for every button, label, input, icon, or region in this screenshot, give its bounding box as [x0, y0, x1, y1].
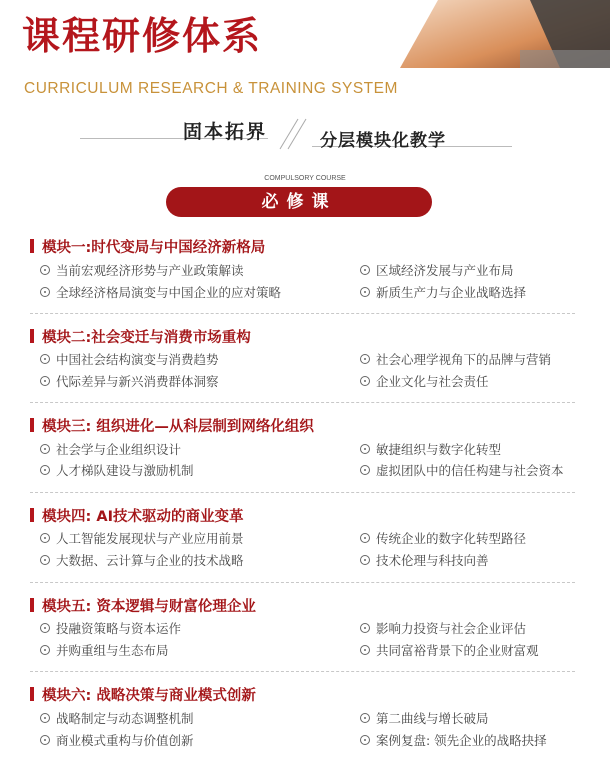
bullet-icon	[360, 287, 370, 297]
module-divider	[30, 582, 575, 583]
module-title: 模块五: 资本逻辑与财富伦理企业	[42, 599, 256, 615]
module-item: 全球经济格局演变与中国企业的应对策略	[40, 284, 281, 302]
bullet-icon	[40, 645, 50, 655]
module-item: 当前宏观经济形势与产业政策解读	[40, 262, 244, 280]
module-divider	[30, 313, 575, 314]
module-item: 大数据、云计算与企业的技术战略	[40, 552, 244, 570]
module-1	[30, 236, 575, 256]
module-item: 技术伦理与科技向善	[360, 552, 489, 570]
bullet-icon	[360, 713, 370, 723]
bullet-icon	[360, 376, 370, 386]
double-slash-icon	[276, 115, 312, 151]
page-subtitle-en: CURRICULUM RESEARCH & TRAINING SYSTEM	[24, 80, 398, 97]
bullet-icon	[40, 376, 50, 386]
compulsory-badge: 必修课	[166, 187, 432, 217]
module-item: 代际差异与新兴消费群体洞察	[40, 373, 219, 391]
module-title: 模块二:社会变迁与消费市场重构	[42, 330, 251, 346]
module-item: 社会学与企业组织设计	[40, 441, 181, 459]
bullet-icon	[360, 735, 370, 745]
bullet-icon	[360, 265, 370, 275]
page-title: 课程研修体系	[22, 14, 263, 58]
bullet-icon	[40, 555, 50, 565]
module-4	[30, 505, 575, 525]
module-title: 模块四: AI技术驱动的商业变革	[42, 509, 244, 525]
bullet-icon	[40, 444, 50, 454]
module-divider	[30, 671, 575, 672]
module-marker	[30, 239, 34, 253]
module-item: 并购重组与生态布局	[40, 642, 169, 660]
bullet-icon	[40, 265, 50, 275]
module-item: 战略制定与动态调整机制	[40, 710, 194, 728]
module-title: 模块一:时代变局与中国经济新格局	[42, 240, 266, 256]
module-marker	[30, 687, 34, 701]
module-item: 中国社会结构演变与消费趋势	[40, 351, 219, 369]
bullet-icon	[40, 465, 50, 475]
bullet-icon	[360, 354, 370, 364]
module-title: 模块六: 战略决策与商业模式创新	[42, 688, 256, 704]
bullet-icon	[40, 287, 50, 297]
bullet-icon	[40, 533, 50, 543]
module-item: 企业文化与社会责任	[360, 373, 489, 391]
module-item: 虚拟团队中的信任构建与社会资本	[360, 462, 564, 480]
bullet-icon	[360, 444, 370, 454]
module-marker	[30, 418, 34, 432]
bullet-icon	[360, 533, 370, 543]
module-item: 社会心理学视角下的品牌与营销	[360, 351, 551, 369]
bullet-icon	[360, 555, 370, 565]
module-item: 传统企业的数字化转型路径	[360, 530, 526, 548]
module-2	[30, 326, 575, 346]
module-item: 区域经济发展与产业布局	[360, 262, 514, 280]
module-marker	[30, 329, 34, 343]
module-item: 新质生产力与企业战略选择	[360, 284, 526, 302]
module-item: 共同富裕背景下的企业财富观	[360, 642, 539, 660]
bullet-icon	[40, 735, 50, 745]
compulsory-label-en: COMPULSORY COURSE	[264, 175, 346, 182]
module-item: 投融资策略与资本运作	[40, 620, 181, 638]
module-item: 人才梯队建设与激励机制	[40, 462, 194, 480]
module-divider	[30, 492, 575, 493]
module-6	[30, 684, 575, 704]
module-marker	[30, 508, 34, 522]
bullet-icon	[360, 645, 370, 655]
module-item: 敏捷组织与数字化转型	[360, 441, 501, 459]
bullet-icon	[360, 623, 370, 633]
module-5	[30, 595, 575, 615]
module-item: 人工智能发展现状与产业应用前景	[40, 530, 244, 548]
module-item: 第二曲线与增长破局	[360, 710, 489, 728]
slogan-left: 固本拓界	[183, 121, 268, 143]
module-item: 案例复盘: 领先企业的战略抉择	[360, 732, 547, 750]
header-photo-corner	[400, 0, 610, 68]
module-item: 影响力投资与社会企业评估	[360, 620, 526, 638]
module-marker	[30, 598, 34, 612]
bullet-icon	[40, 713, 50, 723]
module-3	[30, 415, 575, 435]
bullet-icon	[40, 623, 50, 633]
slogan	[0, 115, 610, 155]
module-divider	[30, 402, 575, 403]
slogan-right: 分层模块化教学	[320, 131, 446, 151]
module-title: 模块三: 组织进化—从科层制到网络化组织	[42, 419, 314, 435]
bullet-icon	[40, 354, 50, 364]
bullet-icon	[360, 465, 370, 475]
module-item: 商业模式重构与价值创新	[40, 732, 194, 750]
